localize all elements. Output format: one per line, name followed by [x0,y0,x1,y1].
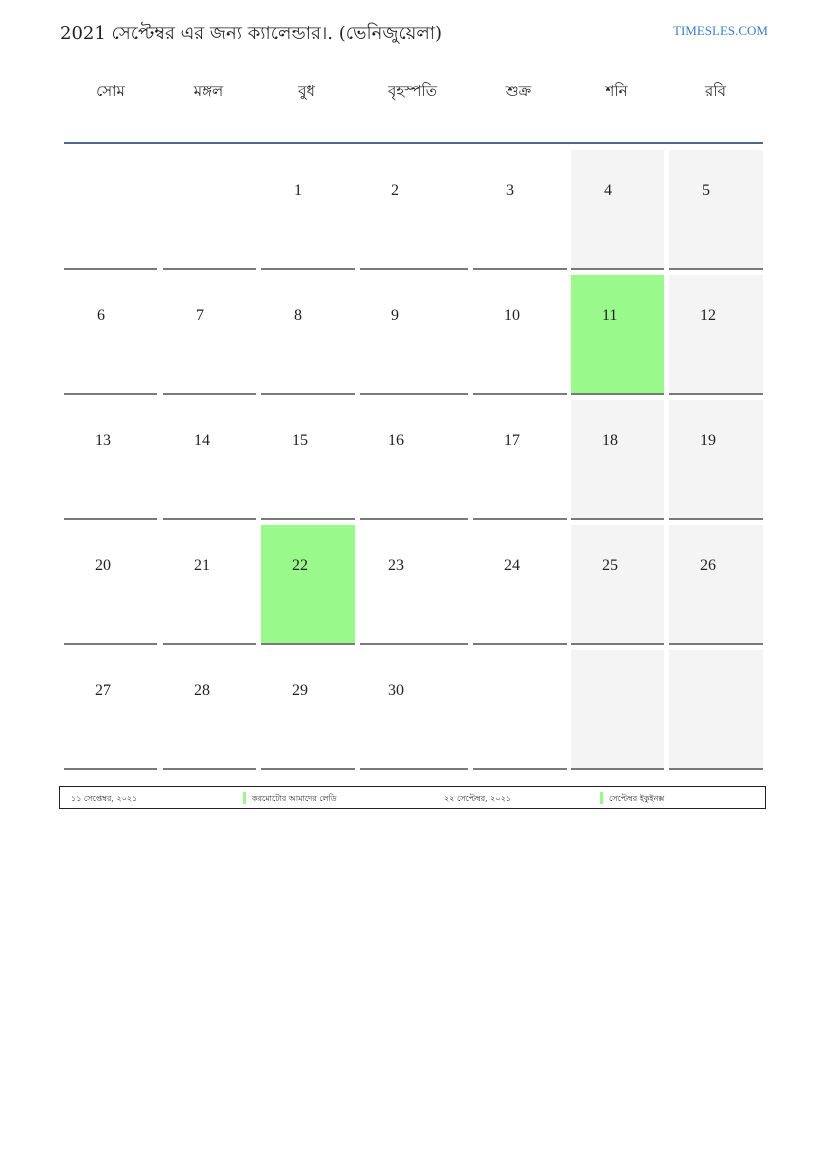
day-number: 3 [506,182,514,199]
calendar-day-cell[interactable] [571,150,664,270]
legend-color-marker [243,792,246,804]
day-number: 28 [194,682,210,699]
calendar-empty-cell [473,650,567,770]
calendar-empty-cell [571,650,664,770]
day-number: 5 [702,182,710,199]
legend-date: ১১ সেপ্তেম্বর, ২০২১ [71,794,138,803]
calendar-day-cell[interactable] [261,150,355,270]
calendar-day-cell[interactable] [571,525,664,645]
calendar-day-cell[interactable] [360,275,468,395]
calendar-day-cell[interactable] [64,650,157,770]
day-number: 17 [504,432,520,449]
calendar-day-cell[interactable] [261,650,355,770]
calendar-day-cell[interactable] [163,525,256,645]
day-number: 24 [504,557,520,574]
calendar-day-cell[interactable] [163,650,256,770]
calendar-day-cell[interactable] [473,400,567,520]
weekday-header [60,80,767,125]
day-number: 4 [604,182,612,199]
weekday-label: সোম [96,82,125,100]
calendar-day-cell[interactable] [571,275,664,395]
day-number: 7 [196,307,204,324]
site-link[interactable]: TIMESLES.COM [673,23,768,38]
calendar-day-cell[interactable] [669,150,763,270]
legend-holiday-name: সেপ্টেম্বর ইকুইনক্স [609,794,665,803]
legend-color-marker [600,792,603,804]
day-number: 20 [95,557,111,574]
day-number: 12 [700,307,716,324]
calendar-day-cell[interactable] [473,525,567,645]
page-title: 2021 সেপ্টেম্বর এর জন্য ক্যালেন্ডার।. (ভেনিজুয়েলা) [60,23,442,44]
calendar-day-cell[interactable] [261,275,355,395]
day-number: 8 [294,307,302,324]
calendar-day-cell[interactable] [360,525,468,645]
calendar-day-cell[interactable] [669,400,763,520]
legend-holiday-name: করমোটোর আমাদের লেডি [252,794,337,803]
calendar-day-cell[interactable] [360,150,468,270]
calendar-day-cell[interactable] [669,275,763,395]
day-number: 9 [391,307,399,324]
weekday-label: শুক্র [505,82,532,100]
calendar-day-cell[interactable] [261,400,355,520]
day-number: 6 [97,307,105,324]
day-number: 23 [388,557,404,574]
calendar-day-cell[interactable] [64,275,157,395]
day-number: 15 [292,432,308,449]
day-number: 29 [292,682,308,699]
calendar-day-cell[interactable] [571,400,664,520]
day-number: 27 [95,682,111,699]
day-number: 18 [602,432,618,449]
weekday-label: মঙ্গল [193,82,224,100]
weekday-label: বুধ [298,82,315,100]
header-divider [64,142,763,144]
day-number: 25 [602,557,618,574]
calendar-empty-cell [669,650,763,770]
calendar-day-cell[interactable] [360,400,468,520]
day-number: 2 [391,182,399,199]
weekday-label: রবি [705,82,726,100]
calendar-day-cell[interactable] [64,525,157,645]
day-number: 22 [292,557,308,574]
day-number: 11 [602,307,618,324]
day-number: 21 [194,557,210,574]
weekday-label: বৃহস্পতি [388,82,437,100]
day-number: 26 [700,557,716,574]
calendar-day-cell[interactable] [261,525,355,645]
calendar-day-cell[interactable] [64,400,157,520]
day-number: 14 [194,432,210,449]
calendar-empty-cell [64,150,157,270]
weekday-label: শনি [605,82,628,100]
day-number: 30 [388,682,404,699]
calendar-empty-cell [163,150,256,270]
calendar-day-cell[interactable] [163,275,256,395]
calendar-day-cell[interactable] [473,150,567,270]
calendar-day-cell[interactable] [473,275,567,395]
calendar-day-cell[interactable] [360,650,468,770]
calendar-day-cell[interactable] [669,525,763,645]
calendar-day-cell[interactable] [163,400,256,520]
day-number: 13 [95,432,111,449]
day-number: 10 [504,307,520,324]
day-number: 16 [388,432,404,449]
legend-date: ২২ সেপ্টেম্বর, ২০২১ [444,794,511,803]
holiday-legend [59,786,766,809]
day-number: 1 [294,182,302,199]
day-number: 19 [700,432,716,449]
